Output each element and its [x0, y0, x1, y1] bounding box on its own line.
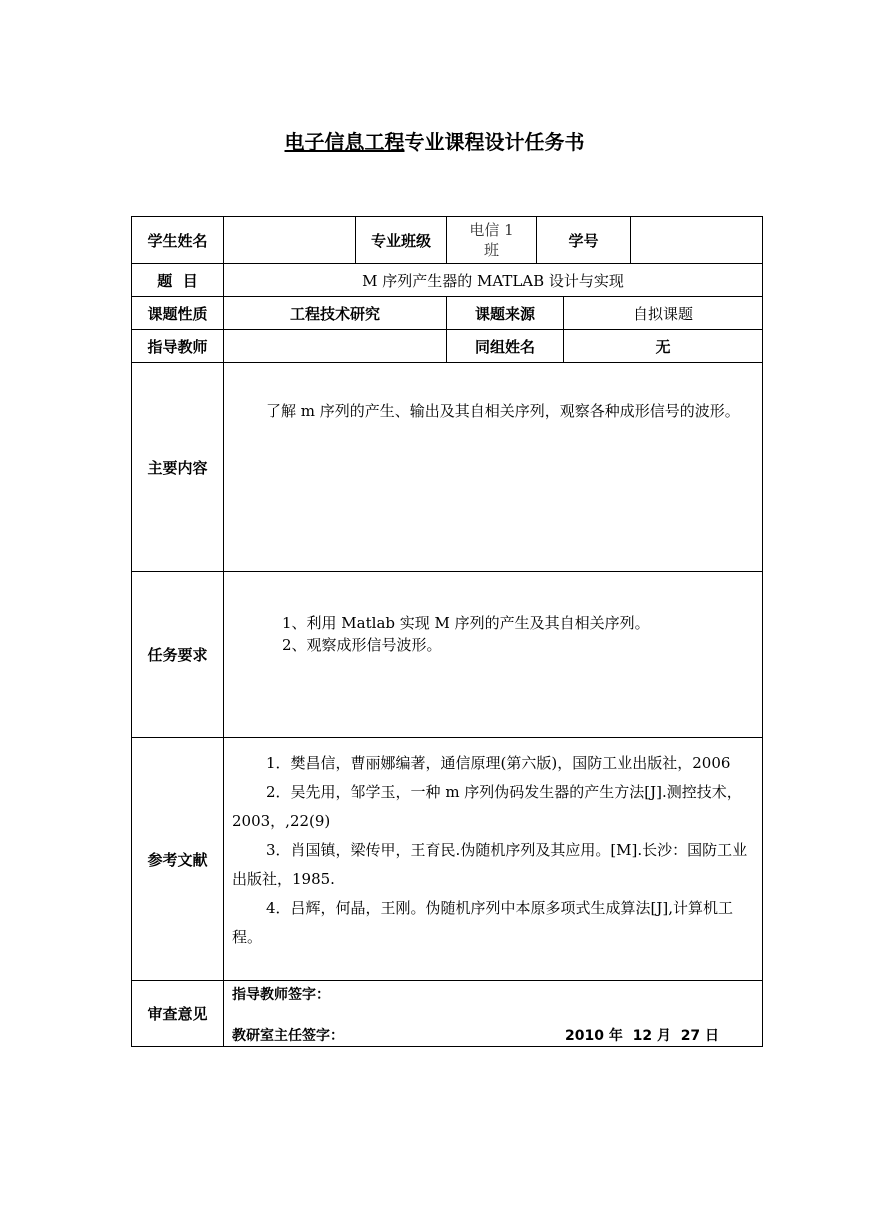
- source-label: 课题来源: [447, 297, 564, 330]
- references-cell: [224, 738, 763, 981]
- director-sign-line: [232, 1025, 754, 1045]
- references-label: 参考文献: [132, 738, 224, 981]
- row-requirements: [132, 572, 763, 738]
- row-references: [132, 738, 763, 981]
- sign-date: 2010 年 12 月 27 日: [565, 1028, 720, 1044]
- row-nature: [132, 297, 763, 330]
- document-title: [0, 126, 869, 155]
- reference-item: 4．吕辉，何晶，王刚。伪随机序列中本原多项式生成算法[J],计算机工程。: [232, 899, 734, 946]
- content-cell: [224, 363, 763, 572]
- row-student: [132, 217, 763, 264]
- class-value: 电信 1 班: [447, 217, 537, 264]
- row-content: [132, 363, 763, 572]
- teacher-label: 指导教师: [132, 330, 224, 363]
- nature-value: 工程技术研究: [224, 297, 447, 330]
- topic-value: M 序列产生器的 MATLAB 设计与实现: [224, 264, 763, 297]
- review-label: 审查意见: [132, 981, 224, 1047]
- review-cell: [224, 981, 763, 1047]
- student-name-label: 学生姓名: [132, 217, 224, 264]
- requirements-label: 任务要求: [132, 572, 224, 738]
- requirement-item: 2、观察成形信号波形。: [282, 636, 442, 654]
- title-major: 电子信息工程: [284, 130, 405, 154]
- requirements-cell: [224, 572, 763, 738]
- task-table: [131, 216, 763, 1047]
- class-label: 专业班级: [356, 217, 447, 264]
- row-teacher: [132, 330, 763, 363]
- group-value: 无: [564, 330, 763, 363]
- source-value: 自拟课题: [564, 297, 763, 330]
- teacher-value: [224, 330, 447, 363]
- requirement-item: 1、利用 Matlab 实现 M 序列的产生及其自相关序列。: [282, 614, 650, 632]
- row-topic: [132, 264, 763, 297]
- nature-label: 课题性质: [132, 297, 224, 330]
- reference-item: 2．吴先用，邹学玉，一种 m 序列伪码发生器的产生方法[J].测控技术，2003，,22(9): [232, 783, 742, 830]
- content-text: 了解 m 序列的产生、输出及其自相关序列，观察各种成形信号的波形。: [266, 402, 740, 420]
- student-name-value: [224, 217, 356, 264]
- advisor-sign-label: 指导教师签字：: [232, 987, 330, 1003]
- group-label: 同组姓名: [447, 330, 564, 363]
- title-rest: 专业课程设计任务书: [404, 130, 585, 154]
- content-label: 主要内容: [132, 363, 224, 572]
- row-review: [132, 981, 763, 1047]
- director-sign-label: 教研室主任签字：: [232, 1028, 344, 1044]
- student-id-value: [631, 217, 763, 264]
- student-id-label: 学号: [537, 217, 631, 264]
- topic-label: 题 目: [132, 264, 224, 297]
- reference-item: 1．樊昌信，曹丽娜编著，通信原理(第六版)，国防工业出版社，2006: [266, 754, 731, 772]
- reference-item: 3．肖国镇，梁传甲，王育民.伪随机序列及其应用。[M].长沙：国防工业出版社，1985.: [232, 841, 748, 888]
